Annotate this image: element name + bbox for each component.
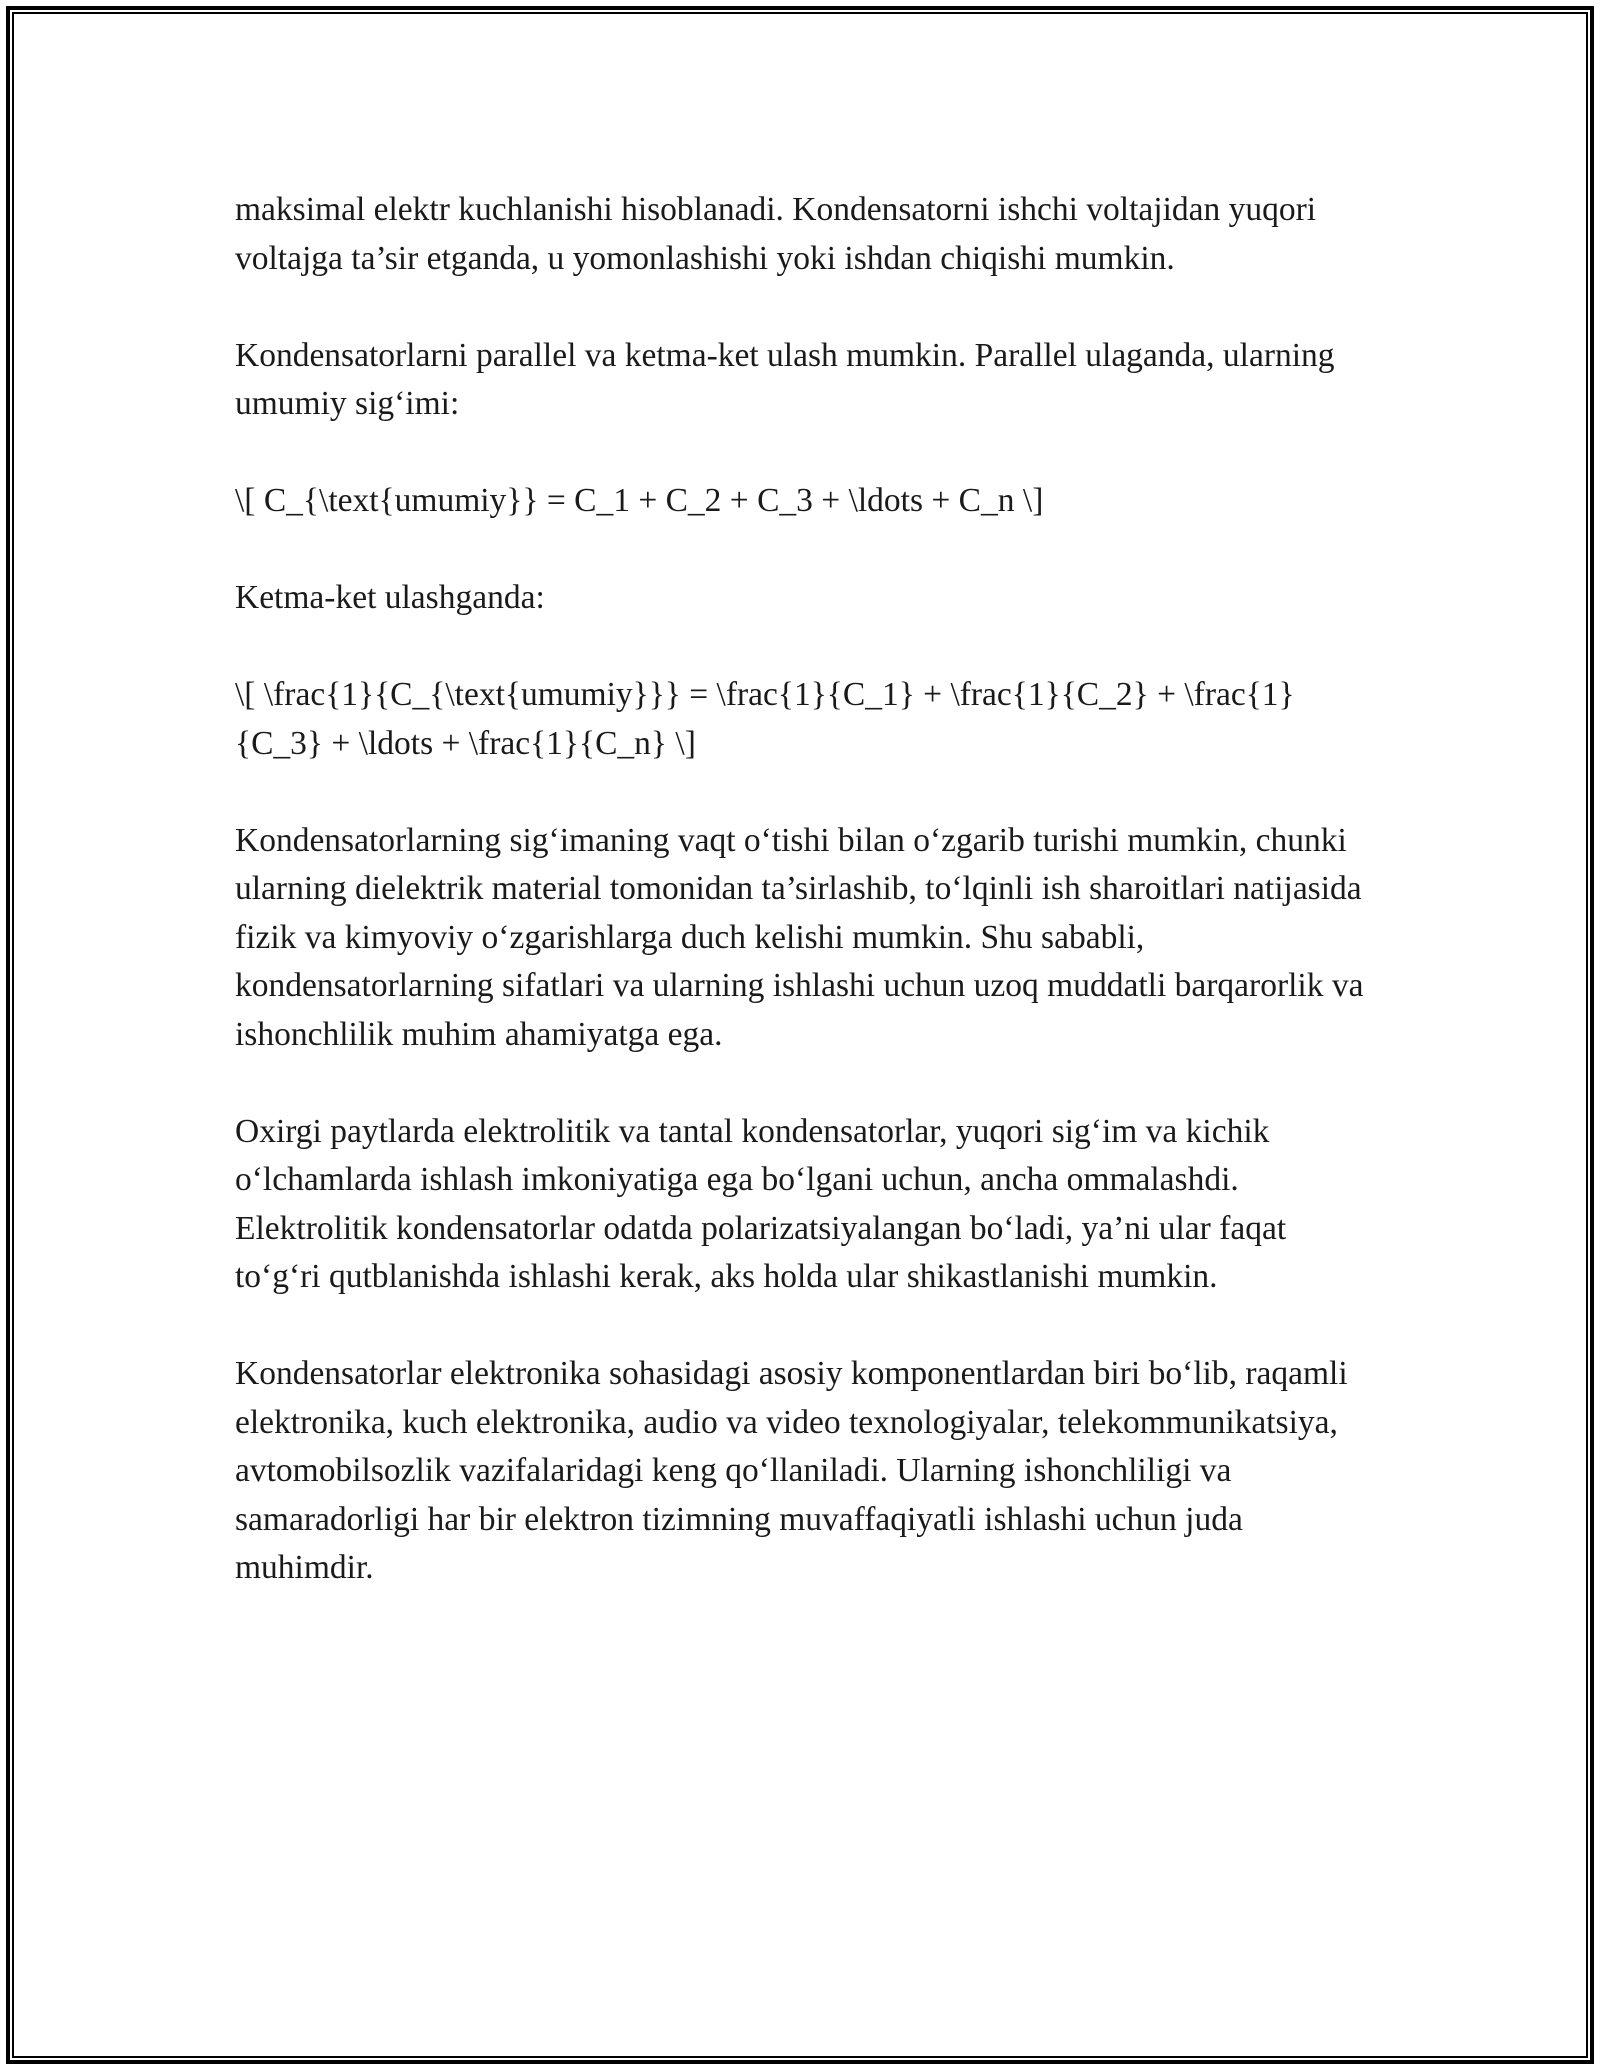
paragraph-stability: Kondensatorlarning sig‘imaning vaqt o‘tishi bilan o‘zgarib turishi mumkin, chunki ularning dielektrik material tomonidan ta’sirlashib, to‘lqinli ish sharoitlari natijasida fizik va kimyoviy o‘zgarishlarga duch kelishi mumkin. Shu sababli, kondensatorlarning sifatlari va ularning ishlashi uchun uzoq muddatli barqarorlik va ishonchlilik muhim ahamiyatga ega.: [235, 821, 1364, 1053]
paragraph-applications: Kondensatorlar elektronika sohasidagi asosiy komponentlardan biri bo‘lib, raqamli elektronika, kuch elektronika, audio va video texnologiyalar, telekommunikatsiya, avtomobilsozlik vazifalaridagi keng qo‘llaniladi. Ularning ishonchliligi va samaradorligi har bir elektron tizimning muvaffaqiyatli ishlashi uchun juda muhimdir.: [235, 1355, 1348, 1586]
paragraph-voltage: maksimal elektr kuchlanishi hisoblanadi. Kondensatorni ishchi voltajidan yuqori voltajga ta’sir etganda, u yomonlashishi yoki ishdan chiqishi mumkin.: [235, 191, 1317, 277]
formula-series: \[ \frac{1}{C_{\text{umumiy}}} = \frac{1}{C_1} + \frac{1}{C_2} + \frac{1}{C_3} + \ldots + \frac{1}{C_n} \]: [235, 676, 1295, 762]
document-body: [235, 186, 1365, 1641]
paragraph-electrolytic: Oxirgi paytlarda elektrolitik va tantal kondensatorlar, yuqori sig‘im va kichik o‘lchamlarda ishlash imkoniyatiga ega bo‘lgani uchun, ancha ommalashdi. Elektrolitik kondensatorlar odatda polarizatsiyalangan bo‘ladi, ya’ni ular faqat to‘g‘ri qutblanishda ishlashi kerak, aks holda ular shikastlanishi mumkin.: [235, 1112, 1287, 1295]
paragraph-series-intro: Ketma-ket ulashganda:: [235, 579, 545, 616]
paragraph-connection-intro: Kondensatorlarni parallel va ketma-ket ulash mumkin. Parallel ulaganda, ularning umumiy sig‘imi:: [235, 336, 1335, 422]
formula-parallel: \[ C_{\text{umumiy}} = C_1 + C_2 + C_3 + \ldots + C_n \]: [235, 482, 1044, 519]
